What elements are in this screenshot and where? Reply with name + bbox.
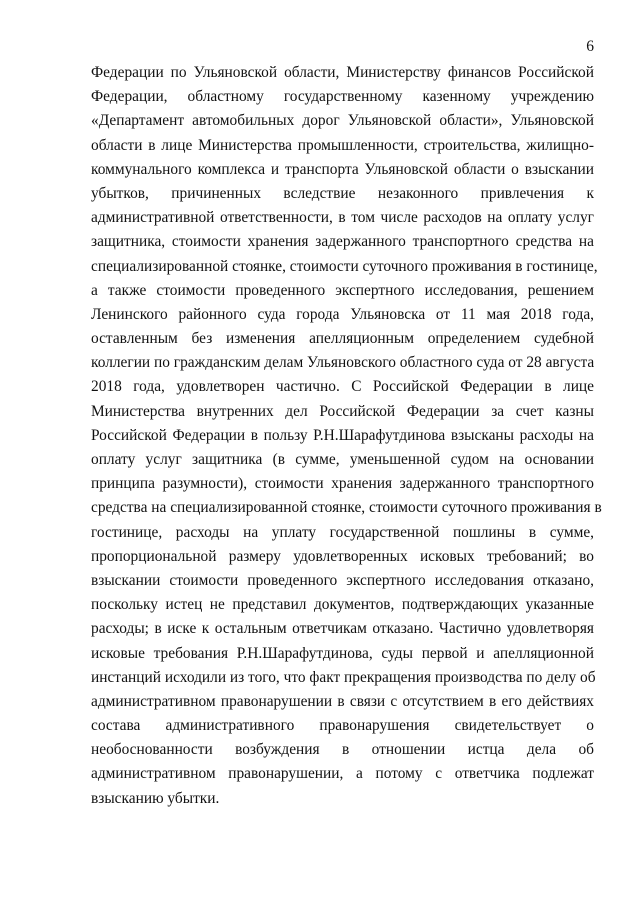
text-line: Министерства внутренних дел Российской Федерации за счет казны	[91, 402, 594, 420]
text-line: Федерации по Ульяновской области, Министерству финансов Российской	[91, 64, 594, 81]
text-line: средства на специализированной стоянке, стоимости суточного проживания в	[91, 499, 602, 517]
text-line: состава административного правонарушения свидетельствует о	[91, 717, 594, 735]
text-line: специализированной стоянке, стоимости суточного проживания в гостинице,	[91, 257, 598, 275]
text-line: оставленным без изменения апелляционным определением судебной	[91, 330, 594, 348]
text-line: а также стоимости проведенного экспертного исследования, решением	[91, 281, 594, 299]
text-line: Ленинского районного суда города Ульяновска от 11 мая 2018 года,	[91, 305, 594, 323]
text-line: расходы; в иске к остальным ответчикам отказано. Частично удовлетворяя	[91, 620, 594, 638]
text-line: взыскании стоимости проведенного экспертного исследования отказано,	[91, 571, 594, 589]
text-line: гостинице, расходы на уплату государственной пошлины в сумме,	[91, 523, 594, 541]
text-line-last: взысканию убытки.	[91, 789, 220, 807]
text-line: коллегии по гражданским делам Ульяновского областного суда от 28 августа	[91, 354, 595, 372]
text-line: оплату услуг защитника (в сумме, уменьшенной судом на основании	[91, 451, 594, 468]
text-line: пропорциональной размеру удовлетворенных исковых требований; во	[91, 547, 594, 565]
text-line: необоснованности возбуждения в отношении истца дела об	[91, 741, 594, 759]
text-line: инстанций исходили из того, что факт прекращения производства по делу об	[91, 668, 596, 686]
text-line: исковые требования Р.Н.Шарафутдинова, суды первой и апелляционной	[91, 644, 594, 662]
text-line: принципа разумности), стоимости хранения задержанного транспортного	[91, 475, 594, 493]
text-line: коммунального комплекса и транспорта Ульяновской области о взыскании	[91, 160, 594, 178]
page-number: 6	[586, 38, 594, 55]
text-line: административной ответственности, в том числе расходов на оплату услуг	[91, 209, 594, 227]
text-line: «Департамент автомобильных дорог Ульяновской области», Ульяновской	[91, 112, 594, 130]
text-line: Российской Федерации в пользу Р.Н.Шарафутдинова взысканы расходы на	[91, 426, 594, 444]
document-body	[91, 61, 602, 811]
text-line: административном правонарушении в связи с отсутствием в его действиях	[91, 692, 594, 710]
text-line: области в лице Министерства промышленности, строительства, жилищно-	[91, 136, 594, 154]
text-line: поскольку истец не представил документов, подтверждающих указанные	[91, 596, 594, 614]
text-line: 2018 года, удовлетворен частично. С Российской Федерации в лице	[91, 378, 594, 396]
text-line: защитника, стоимости хранения задержанного транспортного средства на	[91, 233, 594, 251]
text-line: административном правонарушении, а потому с ответчика подлежат	[91, 765, 594, 783]
text-line: убытков, причиненных вследствие незаконного привлечения к	[91, 184, 594, 202]
text-line: Федерации, областному государственному казенному учреждению	[91, 88, 594, 106]
